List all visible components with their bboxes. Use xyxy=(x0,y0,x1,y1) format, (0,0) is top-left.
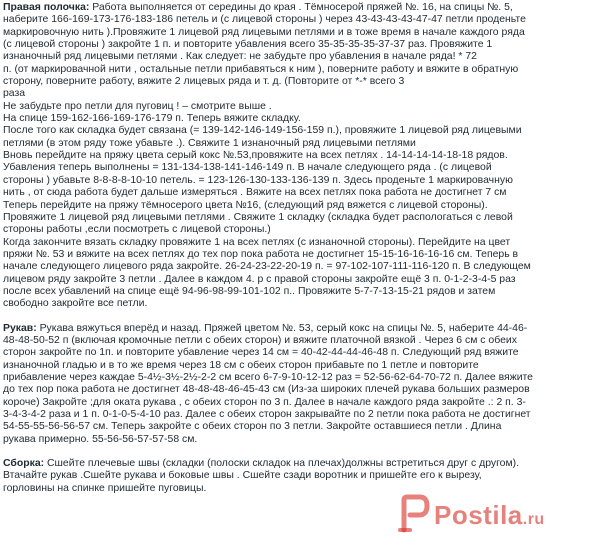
text-line: Когда закончите вязать складку провяжите 1 на всех петлях (с изнаночной стороны). Перейдите на цвет xyxy=(3,236,511,248)
text-line: 3-4-3-4-2 раза и 1 п. 0-1-0-5-4-10 раз. Далее с обеих сторон закрывайте по 2 петли пока работа не достигнет xyxy=(3,409,531,420)
text-line: Работа выполняется от середины до края . Тёмносерой пряжей №. 16, на спицы №. 5, xyxy=(89,2,513,13)
section-assembly xyxy=(3,458,606,495)
text-line: 48-48-50-52 п (включая кромочные петли с обеих сторон) и вяжите платочной вязкой . Через 6 см с обеих xyxy=(3,334,517,346)
watermark-text xyxy=(434,502,545,533)
document-body xyxy=(3,2,606,495)
text-line: Убавления теперь выполнены = 131-134-138-141-146-149 п. В начале следующего ряда . (с лицевой xyxy=(3,162,492,174)
watermark-brand: Postila xyxy=(434,500,523,530)
text-line: лицевом ряду закройте 3 петли . Далее в каждом 4. р с правой стороны закройте ещё 3 п. 0-1-2-3-4-5 раз xyxy=(3,273,516,285)
text-line: стороны работы ,если посмотреть с лицевой стороны.) xyxy=(3,224,271,236)
text-line: На спице 159-162-166-169-176-179 п. Теперь вяжите складку. xyxy=(3,113,301,125)
watermark-domain: .ru xyxy=(522,511,545,528)
text-line: сторону, поверните работу, вяжите 2 лицевых ряда и т. д. (Повторите от *-* всего 3 xyxy=(3,76,405,88)
text-line: сторон закройте по 1п. и повторите убавление через 14 см = 40-42-44-44-46-48 п. Следующий ряд вяжите xyxy=(3,347,519,359)
text-line: Рукава вяжуться вперёд и назад. Пряжей цветом №. 53, серый кокс на спицы №. 5, наберите 44-46- xyxy=(36,322,528,334)
text-line: маркировочную нить ).Провяжите 1 лицевой ряд лицевыми петлями и в тоже время в начале каждого ряда xyxy=(3,26,525,38)
text-line: Провяжите 1 лицевой ряд лицевыми петлями . Свяжите 1 складку (складка будет распологаться с левой xyxy=(3,211,513,223)
section-sleeve xyxy=(3,323,606,446)
section-heading: Правая полочка: xyxy=(3,2,90,13)
text-line: раза xyxy=(3,88,26,100)
postila-logo-icon xyxy=(396,494,430,538)
watermark-logo xyxy=(392,492,604,542)
text-line: изнаночный ряд лицевыми петлями . Как следует: не забудьте про убавления в начале ряда! * 72 xyxy=(3,51,477,63)
text-line: Не забудьте про петли для пуговиц ! – смотрите выше . xyxy=(3,100,272,112)
text-line: Вновь перейдите на пряжу цвета серый кокс №.53,провяжите на всех петлях . 14-14-14-14-18-18 рядов. xyxy=(3,150,508,162)
text-line: нить , от сюда работа будет дальше измеряться . Вяжите на всех петлях пока работа не достигнет 7 см xyxy=(3,187,507,199)
text-line: 54-55-55-56-56-57 см. Теперь закройте с обеих сторон по 3 петли. Закройте оставшиеся петли . Длина xyxy=(3,421,502,433)
text-line: пряжи №. 53 и вяжите на всех петлях до тех пор пока работа не достигнет 15-15-16-16-16-16 см. Теперь в xyxy=(3,248,519,260)
paragraph-spacer xyxy=(3,311,606,323)
text-line: Втачайте рукав .Сшейте рукава и боковые швы . Сшейте сзади воротник и пришейте его к вырезу, xyxy=(3,470,482,482)
text-line: п. (от маркировачной нити , остальные петли прибавяться к ним ), поверните работу и вяжите в обратную xyxy=(3,63,519,75)
text-line: изнаночной гладью и в то же время через 18 см с обеих сторон прибавьте по 1 петле и повторите xyxy=(3,359,479,371)
paragraph-spacer xyxy=(3,446,606,458)
text-line: рукава примерно. 55-56-56-57-57-58 см. xyxy=(3,433,198,445)
section-right-front xyxy=(3,2,606,311)
text-line: Сшейте плечевые швы (складки (полоски складок на плечах)должны встретиться друг с другом). xyxy=(44,458,520,470)
text-line: свободно закройте все петли. xyxy=(3,298,148,310)
text-line: стороны ) убавьте 8-8-8-8-10-10 петель. = 123-126-130-133-136-139 п. Здесь проденьте 1 маркировачную xyxy=(3,174,513,186)
text-line: горловины на спинке пришейте пуговицы. xyxy=(3,482,207,494)
text-line: наберите 166-169-173-176-183-186 петель и (с лицевой стороны ) через 43-43-43-43-47-47 петли проденьте xyxy=(3,14,526,26)
section-heading: Рукав: xyxy=(3,322,37,334)
text-line: до тех пор пока работа не достигнет 48-48-48-46-45-43 см (Из-за широких плечей рукава больших размеров xyxy=(3,384,530,396)
text-line: После того как складка будет связана (= 139-142-146-149-156-159 п.), провяжите 1 лицевой ряд лицевыми xyxy=(3,125,522,137)
text-line: после всех убавлений на спице ещё 94-96-98-99-101-102 п.. Провяжите 5-7-7-13-15-21 рядов и затем xyxy=(3,285,496,297)
text-line: короче) Закройте ;для оката рукава , с обеих сторон по 3 п. Далее в начале каждого ряда закройте .: 2 п. 3- xyxy=(3,396,526,408)
section-heading: Сборка: xyxy=(3,458,45,470)
text-line: (с лицевой стороны ) закройте 1 п. и повторите убавления всего 35-35-35-35-37-37 раз. Провяжите 1 xyxy=(3,39,493,51)
text-line: петлями (в этом ряду тоже убавьте .). Свяжите 1 изнаночный ряд лицевыми петлями xyxy=(3,137,416,149)
text-line: Теперь перейдите на пряжу тёмносерого цвета №16, (следующий ряд вяжется с лицевой стороны). xyxy=(3,199,488,211)
text-line: прибавление через каждае 5-4½-3½-2½-2-2 см всего 6-7-9-10-12-12 раз = 52-56-62-64-70-72 п. Далее вяжите xyxy=(3,371,533,383)
text-line: начале следующего лицевого ряда закройте. 26-24-23-22-20-19 п. = 97-102-107-111-116-120 п. В следующем xyxy=(3,261,531,273)
